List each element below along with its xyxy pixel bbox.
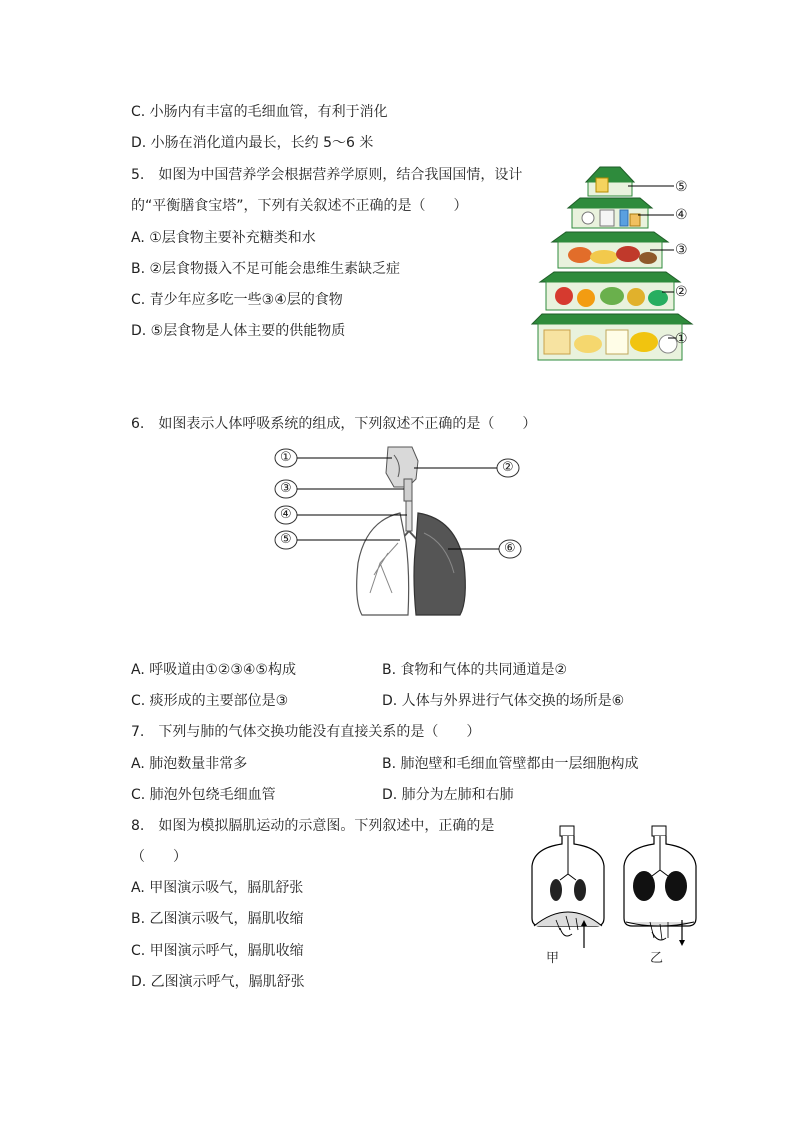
jar-label-yi: 乙	[650, 951, 664, 966]
pyramid-label-5: ⑤	[675, 179, 688, 195]
q5-option-a: A. ①层食物主要补充糖类和水	[131, 230, 316, 246]
pyramid-level-5	[586, 167, 634, 196]
pyramid-label-3: ③	[675, 242, 688, 258]
q6-option-a: A. 呼吸道由①②③④⑤构成	[131, 662, 296, 678]
pyramid-label-2: ②	[675, 284, 688, 300]
q8-option-b: B. 乙图演示吸气，膈肌收缩	[131, 911, 304, 927]
q7-stem: 7. 下列与肺的气体交换功能没有直接关系的是（ ）	[131, 724, 481, 740]
q7-option-b: B. 肺泡壁和毛细血管壁都由一层细胞构成	[382, 756, 639, 772]
q5-stem-line1: 5. 如图为中国营养学会根据营养学原则，结合我国国情，设计	[131, 167, 523, 183]
q5-option-b: B. ②层食物摄入不足可能会患维生素缺乏症	[131, 261, 401, 277]
pyramid-level-4	[568, 198, 652, 228]
q6-option-b: B. 食物和气体的共同通道是②	[382, 662, 568, 678]
jar-jia	[532, 826, 604, 948]
diaphragm-model-figure	[526, 822, 698, 950]
pyramid-label-4: ④	[675, 207, 688, 223]
q8-stem-line1: 8. 如图为模拟膈肌运动的示意图。下列叙述中，正确的是	[131, 818, 495, 834]
respiratory-system-figure	[270, 443, 530, 621]
q8-option-a: A. 甲图演示吸气，膈肌舒张	[131, 880, 304, 896]
q6-stem: 6. 如图表示人体呼吸系统的组成，下列叙述不正确的是（ ）	[131, 416, 537, 432]
resp-label-4: ④	[280, 507, 292, 522]
resp-label-1: ①	[280, 450, 292, 465]
q8-stem-line2: （ ）	[131, 849, 187, 865]
q5-stem-line2: 的“平衡膳食宝塔”，下列有关叙述不正确的是（ ）	[131, 198, 468, 214]
resp-label-6: ⑥	[504, 541, 516, 556]
q8-option-c: C. 甲图演示呼气，膈肌收缩	[131, 943, 304, 959]
resp-label-3: ③	[280, 481, 292, 496]
resp-label-2: ②	[502, 460, 514, 475]
q6-option-d: D. 人体与外界进行气体交换的场所是⑥	[382, 693, 625, 709]
q4-option-c: C. 小肠内有丰富的毛细血管，有利于消化	[131, 104, 388, 120]
resp-label-5: ⑤	[280, 532, 292, 547]
pyramid-level-2	[540, 272, 680, 310]
jar-label-jia: 甲	[546, 951, 560, 966]
q4-option-d: D. 小肠在消化道内最长，长约 5～6 米	[131, 135, 374, 151]
q7-option-a: A. 肺泡数量非常多	[131, 756, 248, 772]
q7-option-d: D. 肺分为左肺和右肺	[382, 787, 514, 803]
q5-option-c: C. 青少年应多吃一些③④层的食物	[131, 292, 343, 308]
q8-option-d: D. 乙图演示呼气，膈肌舒张	[131, 974, 305, 990]
q5-option-d: D. ⑤层食物是人体主要的供能物质	[131, 323, 346, 339]
pyramid-label-1: ①	[675, 331, 688, 347]
q6-option-c: C. 痰形成的主要部位是③	[131, 693, 289, 709]
pyramid-level-1	[532, 314, 692, 360]
q7-option-c: C. 肺泡外包绕毛细血管	[131, 787, 276, 803]
jar-yi	[624, 826, 696, 946]
